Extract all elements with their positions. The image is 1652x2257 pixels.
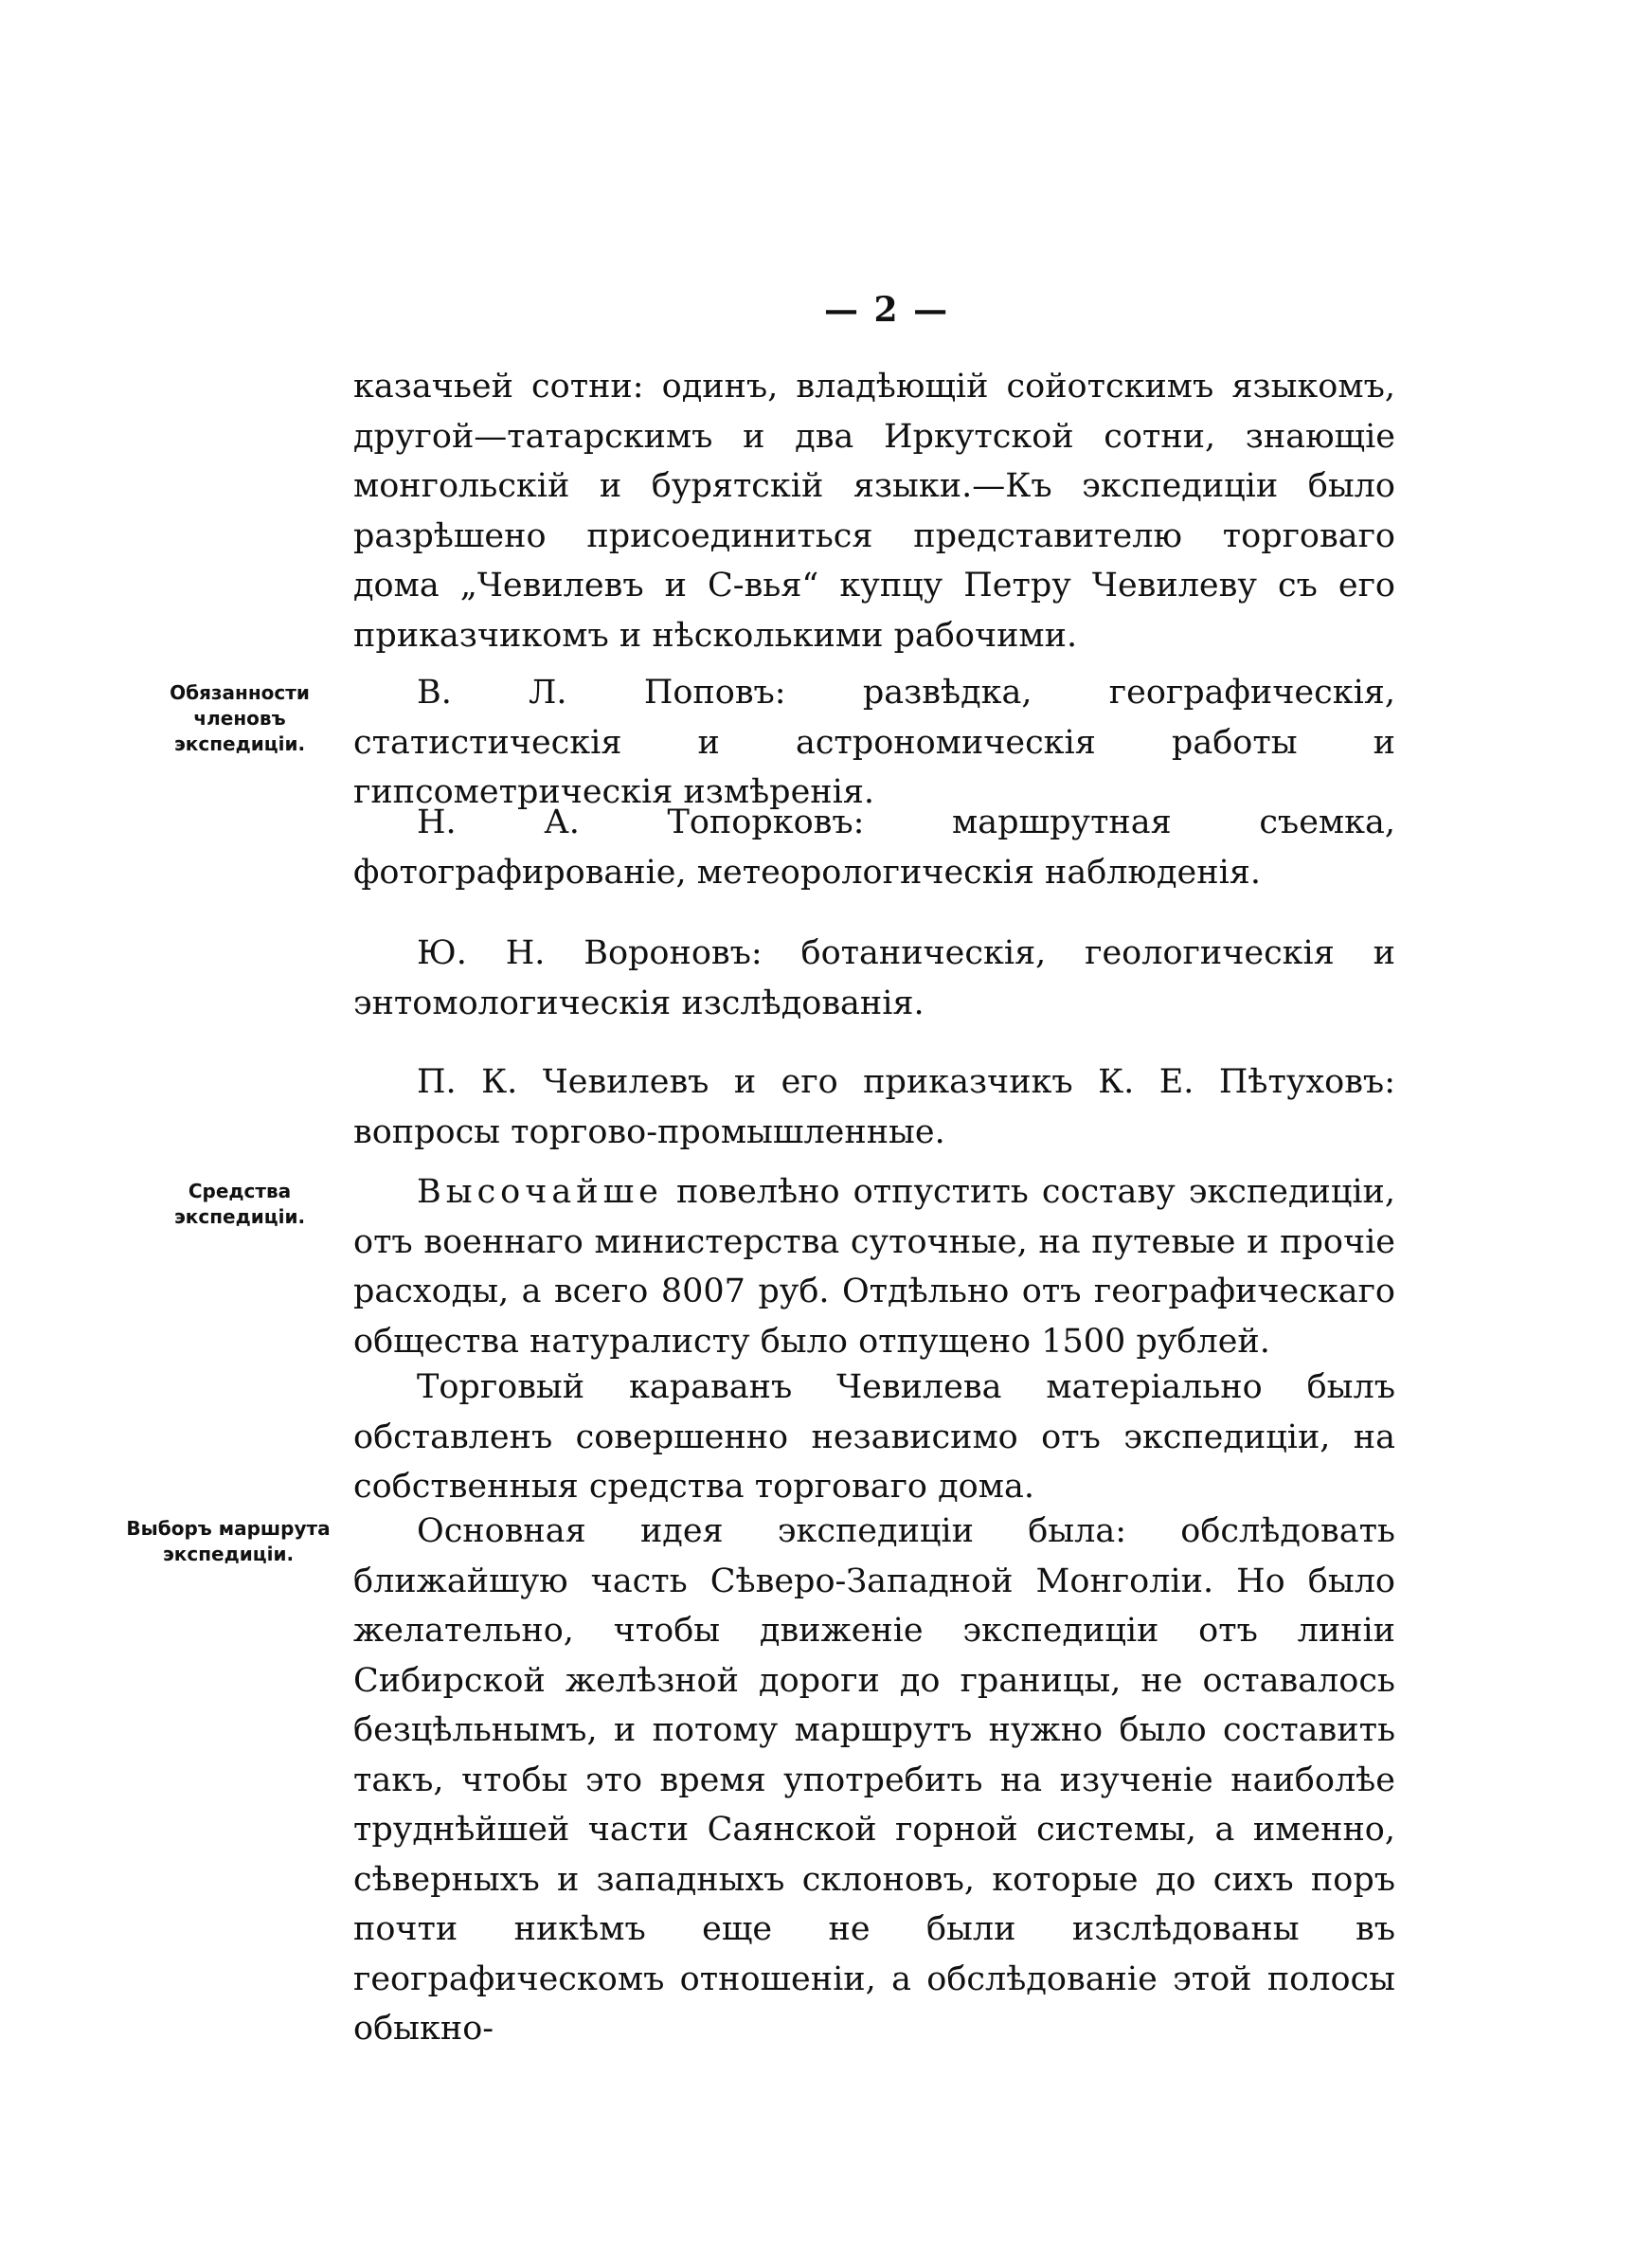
paragraph-caravan [353,1363,1395,1512]
paragraph-text: П. К. Чевилевъ и его приказчикъ К. Е. Пѣтуховъ: вопросы торгово-промышленные. [353,1063,1395,1151]
paragraph-text: Торговый караванъ Чевилева матеріально былъ обставленъ совершенно независимо отъ экспедиціи, на собственныя средства торговаго дома. [353,1368,1395,1506]
page-number: — 2 — [824,290,950,330]
paragraph-chevilev [353,1057,1395,1157]
paragraph-text: Ю. Н. Вороновъ: ботаническія, геологическія и энтомологическія изслѣдованія. [353,934,1395,1022]
paragraph-rest: повелѣно отпустить составу экспедиціи, отъ военнаго министерства суточные, на путевые и прочіе расходы, а всего 8007 руб. Отдѣльно отъ географическаго общества натуралисту было отпущено 1500 рублей. [353,1173,1395,1361]
paragraph-text: Н. А. Топорковъ: маршрутная съемка, фотографированіе, метеорологическія наблюденія. [353,803,1395,892]
paragraph-voronov [353,929,1395,1028]
margin-note-duties: Обязанности членовъ экспедиціи. [170,681,310,755]
paragraph-continuation [353,362,1395,660]
paragraph-text: В. Л. Поповъ: развѣдка, географическія, статистическія и астрономическія работы и гипсометрическія измѣренія. [353,674,1395,811]
margin-note-route: Выборъ маршрута экспедиціи. [126,1517,331,1565]
paragraph-toporkov [353,798,1395,897]
paragraph-popov [353,668,1395,818]
paragraph-text [353,1167,1395,1366]
paragraph-text: казачьей сотни: одинъ, владѣющій сойотскимъ языкомъ, другой—татарскимъ и два Иркутской сотни, знающіе монгольскій и бурятскій языки.—Къ экспедиціи было разрѣшено присоединиться представителю торговаго дома „Чевилевъ и С-вья“ купцу Петру Чевилеву съ его приказчикомъ и нѣсколькими рабочими. [353,368,1395,655]
margin-note-funds: Средства экспедиціи. [173,1180,306,1228]
spaced-word: Высочайше [417,1173,663,1211]
paragraph-route [353,1507,1395,2054]
paragraph-funds [353,1167,1395,1366]
paragraph-text: Основная идея экспедиціи была: обслѣдовать ближайшую часть Сѣверо-Западной Монголіи. Но было желательно, чтобы движеніе экспедиціи отъ линіи Сибирской желѣзной дороги до границы, не оставалось безцѣльнымъ, и потому маршрутъ нужно было составить такъ, чтобы это время употребить на изученіе наиболѣе труднѣйшей части Саянской горной системы, а именно, сѣверныхъ и западныхъ склоновъ, которые до сихъ поръ почти никѣмъ еще не были изслѣдованы въ географическомъ отношеніи, а обслѣдованіе этой полосы обыкно- [353,1512,1395,2048]
